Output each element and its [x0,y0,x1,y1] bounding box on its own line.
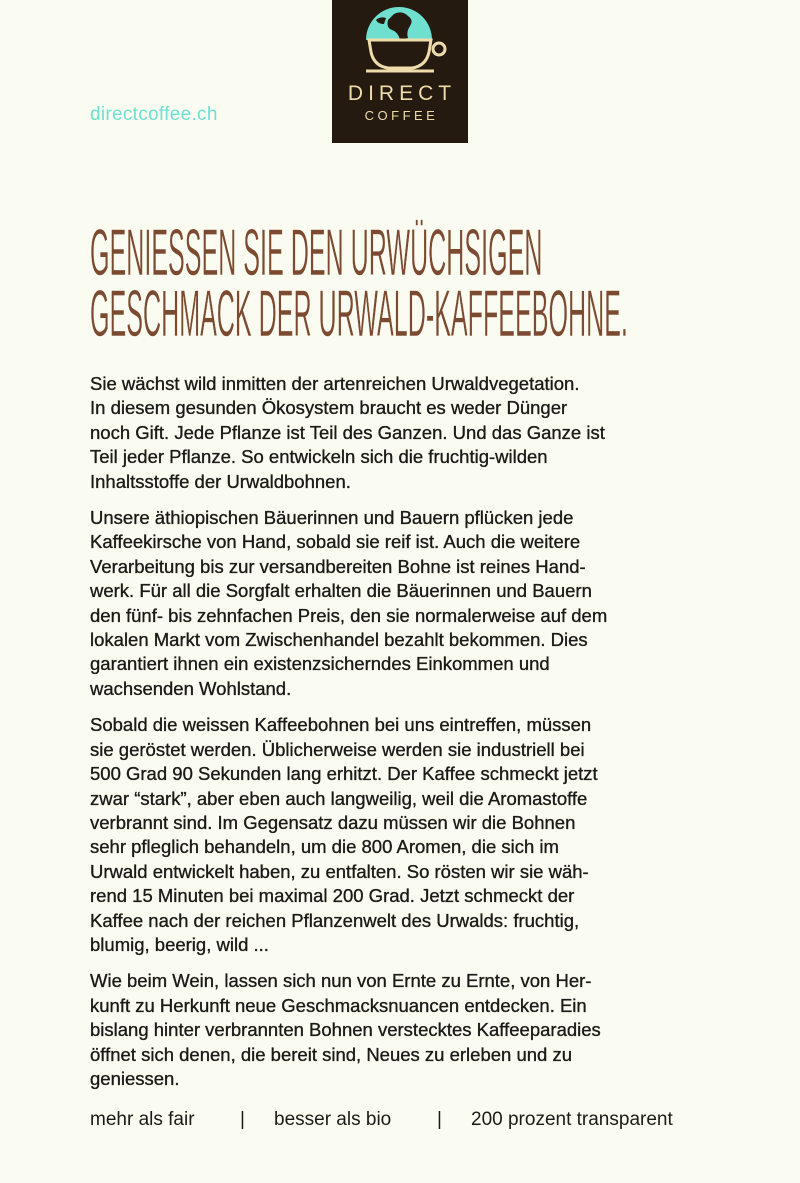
logo-word-coffee: COFFEE [364,108,439,123]
tagline-transparent: 200 prozent transparent [471,1109,673,1130]
website-link[interactable]: directcoffee.ch [90,104,218,125]
paragraph-line: lokalen Markt vom Zwischenhandel bezahlt bekommen. Dies [90,629,588,651]
body-text [90,372,730,1103]
paragraph-line: wachsenden Wohlstand. [90,677,292,699]
paragraph-line: Verarbeitung bis zur versandbereiten Bohne ist reines Hand- [90,555,586,577]
paragraph-line: sie geröstet werden. Üblicherweise werden sie industriell bei [90,738,585,760]
paragraph [90,713,730,957]
paragraph-line: sehr pfleglich behandeln, um die 800 Aromen, die sich im [90,836,559,858]
paragraph-line: Inhaltsstoffe der Urwaldbohnen. [90,470,351,492]
title-line: GENIESSEN SIE DEN URWÜCHSIGEN [90,215,543,289]
direct-coffee-logo [332,0,468,143]
paragraph-line: Kaffeekirsche von Hand, sobald sie reif ist. Auch die weitere [90,531,581,553]
paragraph-line: noch Gift. Jede Pflanze ist Teil des Ganzen. Und das Ganze ist [90,421,605,443]
paragraph [90,506,730,701]
paragraph [90,372,730,494]
paragraph-line: In diesem gesunden Ökosystem braucht es weder Dünger [90,397,568,419]
paragraph-line: Kaffee nach der reichen Pflanzenwelt des Urwalds: fruchtig, [90,909,580,931]
separator: | [437,1109,442,1130]
tagline-fair: mehr als fair [90,1109,195,1130]
paragraph-line: 500 Grad 90 Sekunden lang erhitzt. Der Kaffee schmeckt jetzt [90,763,598,785]
paragraph-line: garantiert ihnen ein existenzsicherndes Einkommen und [90,653,550,675]
paragraph-line: blumig, beerig, wild ... [90,933,269,955]
paragraph-line: zwar “stark”, aber eben auch langweilig, weil die Aromastoffe [90,787,588,809]
paragraph [90,969,730,1091]
paragraph-line: Wie beim Wein, lassen sich nun von Ernte zu Ernte, von Her- [90,970,592,992]
title-line: GESCHMACK DER URWALD-KAFFEEBOHNE. [90,276,628,350]
page-title [90,215,628,350]
paragraph-line: Sobald die weissen Kaffeebohnen bei uns eintreffen, müssen [90,714,592,736]
logo-word-direct: DIRECT [347,82,457,105]
paragraph-line: öffnet sich denen, die bereit sind, Neues zu erleben und zu [90,1043,573,1065]
paragraph-line: geniessen. [90,1067,180,1089]
paragraph-line: verbrannt sind. Im Gegensatz dazu müssen wir die Bohnen [90,811,576,833]
paragraph-line: Sie wächst wild inmitten der artenreichen Urwaldvegetation. [90,373,580,394]
paragraph-line: rend 15 Minuten bei maximal 200 Grad. Jetzt schmeckt der [90,885,575,907]
paragraph-line: werk. Für all die Sorgfalt erhalten die Bäuerinnen und Bauern [90,580,592,602]
paragraph-line: Teil jeder Pflanze. So entwickeln sich die fruchtig-wilden [90,446,548,468]
separator: | [240,1109,245,1130]
paragraph-line: Urwald entwickelt haben, zu entfalten. So rösten wir sie wäh- [90,860,589,882]
paragraph-line: den fünf- bis zehnfachen Preis, den sie normalerweise auf dem [90,604,608,626]
tagline-bio: besser als bio [274,1109,392,1130]
paragraph-line: Unsere äthiopischen Bäuerinnen und Bauern pflücken jede [90,507,574,529]
paragraph-line: kunft zu Herkunft neue Geschmacksnuancen entdecken. Ein [90,994,587,1016]
paragraph-line: bislang hinter verbrannten Bohnen verstecktes Kaffeeparadies [90,1019,601,1041]
